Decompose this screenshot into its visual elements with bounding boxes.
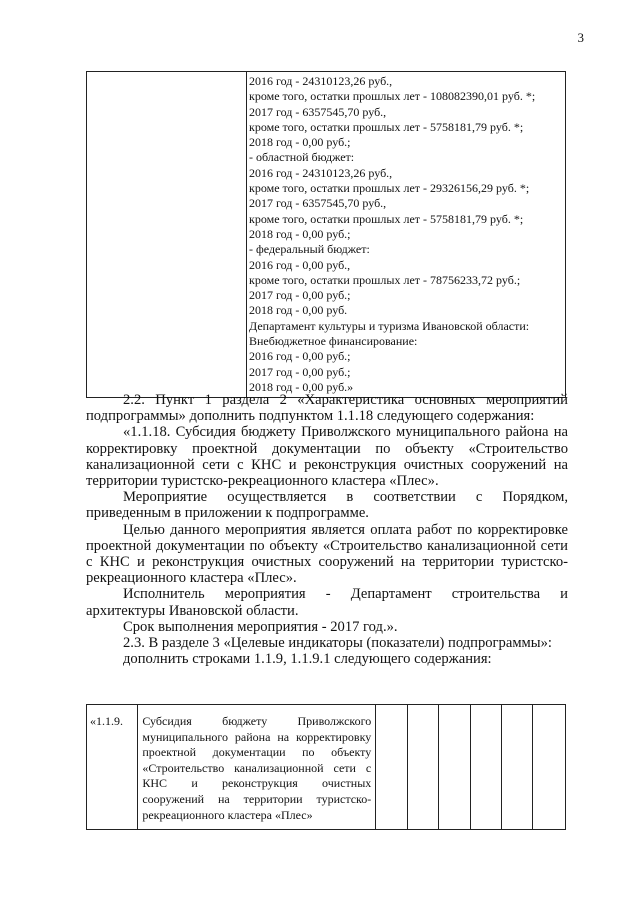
financing-line: кроме того, остатки прошлых лет - 5758181,79 руб. *; [249,119,524,134]
financing-line: Департамент культуры и туризма Ивановской области: [249,318,530,333]
financing-line: 2016 год - 0,00 руб.; [249,349,351,364]
table-row [87,705,566,830]
financing-line: 2018 год - 0,00 руб.» [249,379,354,394]
indicator-year-cell [470,705,501,830]
document-body [86,392,568,667]
financing-line: Внебюджетное финансирование: [249,334,418,349]
financing-table-left-cell [87,72,247,398]
paragraph-event-executor: Исполнитель мероприятия - Департамент строительства и архитектуры Ивановской области. [86,586,568,619]
paragraph-2-2: 2.2. Пункт 1 раздела 2 «Характеристика основных мероприятий подпрограммы» дополнить подпунктом 1.1.18 следующего содержания: [86,392,568,425]
financing-line: 2017 год - 0,00 руб.; [249,288,351,303]
financing-table [86,71,566,398]
financing-line: кроме того, остатки прошлых лет - 5758181,79 руб. *; [249,211,524,226]
indicator-description: Субсидия бюджету Приволжского муниципального района на корректировку проектной документации по объекту «Строительство канализационной сети с КНС и реконструкция очистных сооружений на территории туристско-рекреационного кластера «Плес» [142,714,372,822]
financing-line: 2017 год - 6357545,70 руб., [249,196,387,211]
financing-line: 2017 год - 6357545,70 руб., [249,104,387,119]
financing-line: - федеральный бюджет: [249,242,370,257]
paragraph-event-deadline: Срок выполнения мероприятия - 2017 год.». [123,618,398,635]
financing-line: кроме того, остатки прошлых лет - 29326156,29 руб. *; [249,181,530,196]
indicator-unit-cell [376,705,407,830]
paragraph-2-3: 2.3. В разделе 3 «Целевые индикаторы (показатели) подпрограммы»: [123,635,552,652]
financing-table-right-cell [247,72,566,398]
indicator-table [86,704,566,830]
paragraph-1-1-18: «1.1.18. Субсидия бюджету Приволжского муниципального района на корректировку проектной документации по объекту «Строительство канализационной сети с КНС и реконструкция очистных сооружений на территории туристско-рекреационного кластера «Плес». [86,424,568,490]
indicator-year-cell [439,705,470,830]
indicator-year-cell [533,705,566,830]
financing-line: кроме того, остатки прошлых лет - 108082390,01 руб. *; [249,89,536,104]
financing-line: - областной бюджет: [249,150,355,165]
page-number: 3 [577,30,584,45]
paragraph-event-goal: Целью данного мероприятия является оплата работ по корректировке проектной документации по объекту «Строительство канализационной сети с КНС и реконструкция очистных сооружений на территории туристско-рекреационного кластера «Плес». [86,521,568,587]
financing-line: 2018 год - 0,00 руб.; [249,226,351,241]
indicator-year-cell [407,705,438,830]
financing-line: 2018 год - 0,00 руб.; [249,135,351,150]
indicator-row-number: «1.1.9. [87,705,138,830]
financing-line: 2016 год - 24310123,26 руб., [249,74,393,88]
financing-line: кроме того, остатки прошлых лет - 78756233,72 руб.; [249,272,521,287]
financing-line: 2017 год - 0,00 руб.; [249,364,351,379]
financing-line: 2016 год - 24310123,26 руб., [249,165,393,180]
paragraph-add-rows: дополнить строками 1.1.9, 1.1.9.1 следующего содержания: [123,651,492,668]
indicator-description-cell [138,705,376,830]
financing-line: 2016 год - 0,00 руб., [249,257,351,272]
financing-lines [247,72,565,397]
financing-line: 2018 год - 0,00 руб. [249,303,348,318]
paragraph-event-procedure: Мероприятие осуществляется в соответствии с Порядком, приведенным в приложении к подпрограмме. [86,489,568,522]
indicator-year-cell [502,705,533,830]
